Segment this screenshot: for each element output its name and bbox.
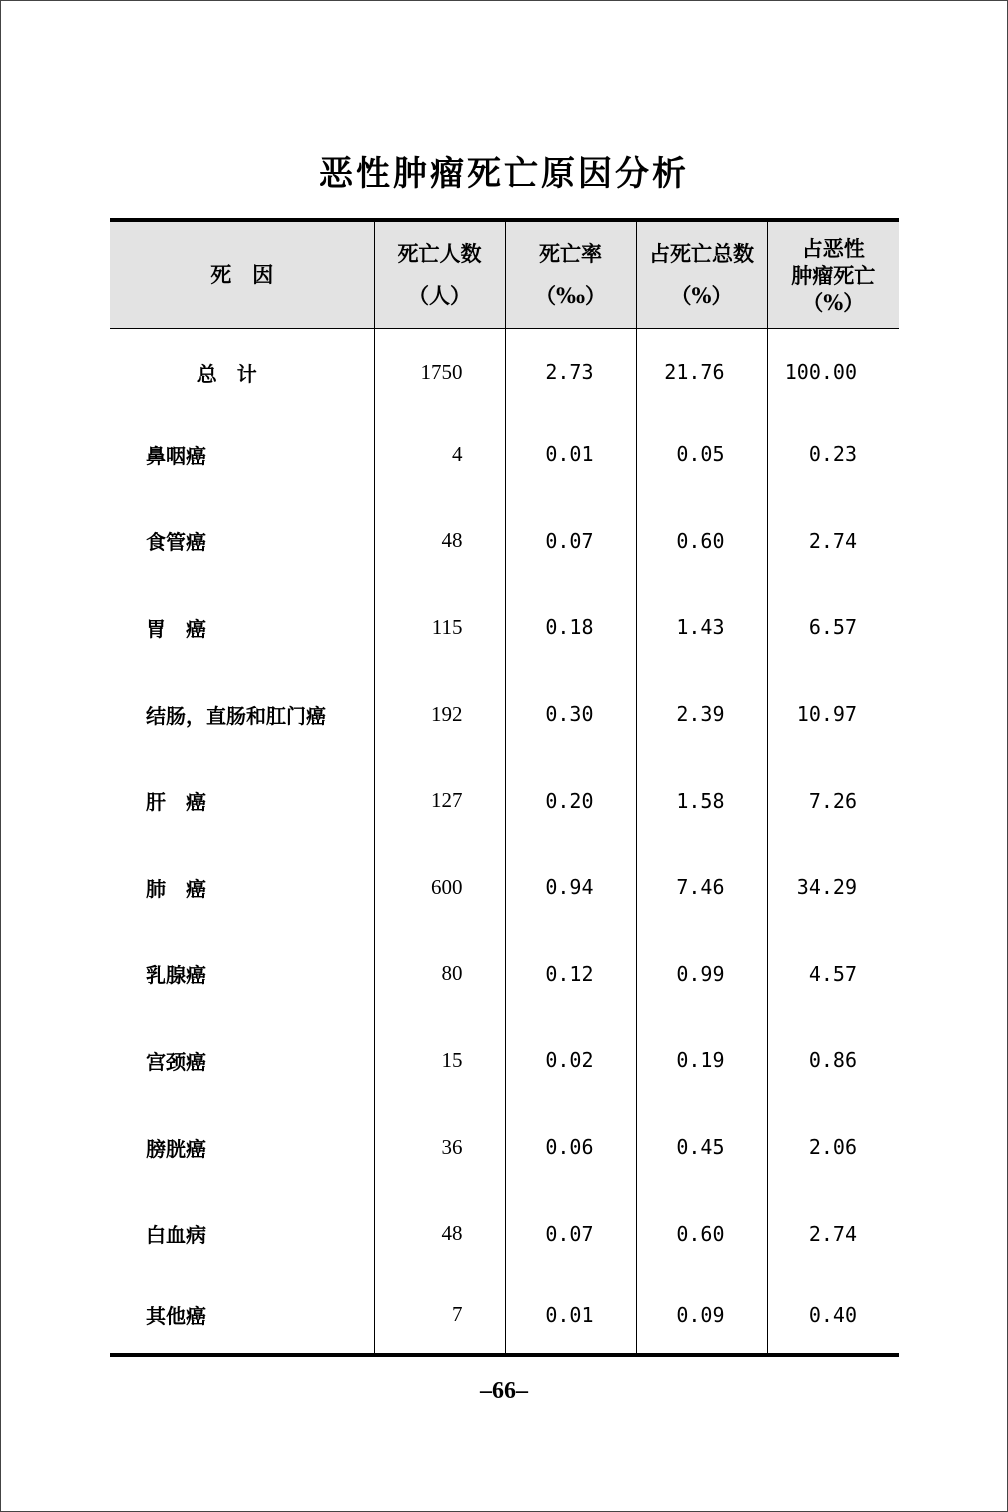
cell-deaths: 36 xyxy=(374,1104,505,1191)
header-cause xyxy=(110,220,374,329)
cell-cause: 肝 癌 xyxy=(146,790,206,815)
cell-rate: 2.73 xyxy=(505,329,636,412)
cell-deaths: 48 xyxy=(374,498,505,585)
table-row xyxy=(110,757,899,844)
cell-pct-total: 0.05 xyxy=(636,411,767,498)
mortality-table xyxy=(110,218,899,1357)
header-pct-total xyxy=(636,220,767,329)
cell-pct-total: 7.46 xyxy=(636,844,767,931)
header-rate xyxy=(505,220,636,329)
cell-deaths: 7 xyxy=(374,1277,505,1355)
cell-deaths: 48 xyxy=(374,1190,505,1277)
cell-pct-total: 2.39 xyxy=(636,671,767,758)
table-row xyxy=(110,1277,899,1355)
cell-cause: 食管癌 xyxy=(146,530,206,555)
table-row xyxy=(110,584,899,671)
cell-pct-total: 0.45 xyxy=(636,1104,767,1191)
header-rate-unit: （‰） xyxy=(534,283,607,308)
header-pct-total-label: 占死亡总数 xyxy=(649,241,754,266)
table-row xyxy=(110,931,899,1018)
table-row xyxy=(110,498,899,585)
cell-rate: 0.07 xyxy=(505,498,636,585)
cell-rate: 0.94 xyxy=(505,844,636,931)
cell-cause: 宫颈癌 xyxy=(146,1049,206,1074)
table-row xyxy=(110,844,899,931)
cell-cause: 膀胱癌 xyxy=(146,1136,206,1161)
cell-rate: 0.01 xyxy=(505,411,636,498)
header-rate-label: 死亡率 xyxy=(539,241,602,266)
cell-cause: 胃 癌 xyxy=(146,616,206,641)
table-row-total xyxy=(110,329,899,412)
cell-pct-cancer: 2.74 xyxy=(767,498,899,585)
cell-pct-cancer: 4.57 xyxy=(767,931,899,1018)
cell-pct-total: 21.76 xyxy=(636,329,767,412)
header-cause-label: 死 因 xyxy=(210,262,274,287)
cell-rate: 0.07 xyxy=(505,1190,636,1277)
cell-pct-cancer: 34.29 xyxy=(767,844,899,931)
cell-pct-total: 1.43 xyxy=(636,584,767,671)
header-pct-cancer-label-1: 占恶性 xyxy=(801,235,865,261)
cell-pct-total: 0.19 xyxy=(636,1017,767,1104)
cell-rate: 0.01 xyxy=(505,1277,636,1355)
cell-cause: 其他癌 xyxy=(110,1277,374,1355)
cell-cause: 乳腺癌 xyxy=(146,963,206,988)
cell-deaths: 600 xyxy=(374,844,505,931)
cell-pct-cancer: 6.57 xyxy=(767,584,899,671)
cell-cause: 白血病 xyxy=(146,1223,206,1248)
cell-pct-cancer: 2.74 xyxy=(767,1190,899,1277)
cell-deaths: 192 xyxy=(374,671,505,758)
cell-cause: 肺 癌 xyxy=(146,876,206,901)
cell-rate: 0.02 xyxy=(505,1017,636,1104)
cell-pct-total: 0.09 xyxy=(636,1277,767,1355)
cell-deaths: 4 xyxy=(374,411,505,498)
header-pct-cancer-label-2: 肿瘤死亡 xyxy=(791,262,876,288)
cell-pct-cancer: 100.00 xyxy=(767,329,899,412)
cell-deaths: 15 xyxy=(374,1017,505,1104)
header-deaths-label: 死亡人数 xyxy=(397,241,482,266)
cell-deaths: 1750 xyxy=(374,329,505,412)
cell-cause: 结肠，直肠和肛门癌 xyxy=(146,703,326,728)
cell-deaths: 115 xyxy=(374,584,505,671)
header-pct-cancer xyxy=(767,220,899,329)
header-deaths xyxy=(374,220,505,329)
cell-pct-total: 1.58 xyxy=(636,757,767,844)
table-row xyxy=(110,1190,899,1277)
cell-rate: 0.06 xyxy=(505,1104,636,1191)
cell-pct-cancer: 0.86 xyxy=(767,1017,899,1104)
table-row xyxy=(110,411,899,498)
cell-cause: 总 计 xyxy=(196,361,257,386)
cell-rate: 0.20 xyxy=(505,757,636,844)
cell-rate: 0.18 xyxy=(505,584,636,671)
table-row xyxy=(110,1104,899,1191)
cell-rate: 0.12 xyxy=(505,931,636,1018)
header-deaths-unit: （人） xyxy=(408,283,471,308)
cell-pct-total: 0.99 xyxy=(636,931,767,1018)
table-header-row xyxy=(110,220,899,329)
cell-pct-cancer: 0.40 xyxy=(767,1277,899,1355)
page-title: 恶性肿瘤死亡原因分析 xyxy=(319,154,689,194)
cell-pct-cancer: 0.23 xyxy=(767,411,899,498)
header-pct-total-unit: （%） xyxy=(670,283,733,308)
mortality-table-container xyxy=(110,218,899,1357)
cell-deaths: 80 xyxy=(374,931,505,1018)
cell-deaths: 127 xyxy=(374,757,505,844)
page-number: –66– xyxy=(480,1378,528,1404)
cell-pct-cancer: 10.97 xyxy=(767,671,899,758)
cell-pct-cancer: 2.06 xyxy=(767,1104,899,1191)
cell-pct-cancer: 7.26 xyxy=(767,757,899,844)
table-row xyxy=(110,1017,899,1104)
cell-rate: 0.30 xyxy=(505,671,636,758)
cell-cause: 鼻咽癌 xyxy=(146,443,206,468)
cell-pct-total: 0.60 xyxy=(636,498,767,585)
table-row xyxy=(110,671,899,758)
cell-pct-total: 0.60 xyxy=(636,1190,767,1277)
header-pct-cancer-unit: （%） xyxy=(802,289,865,315)
